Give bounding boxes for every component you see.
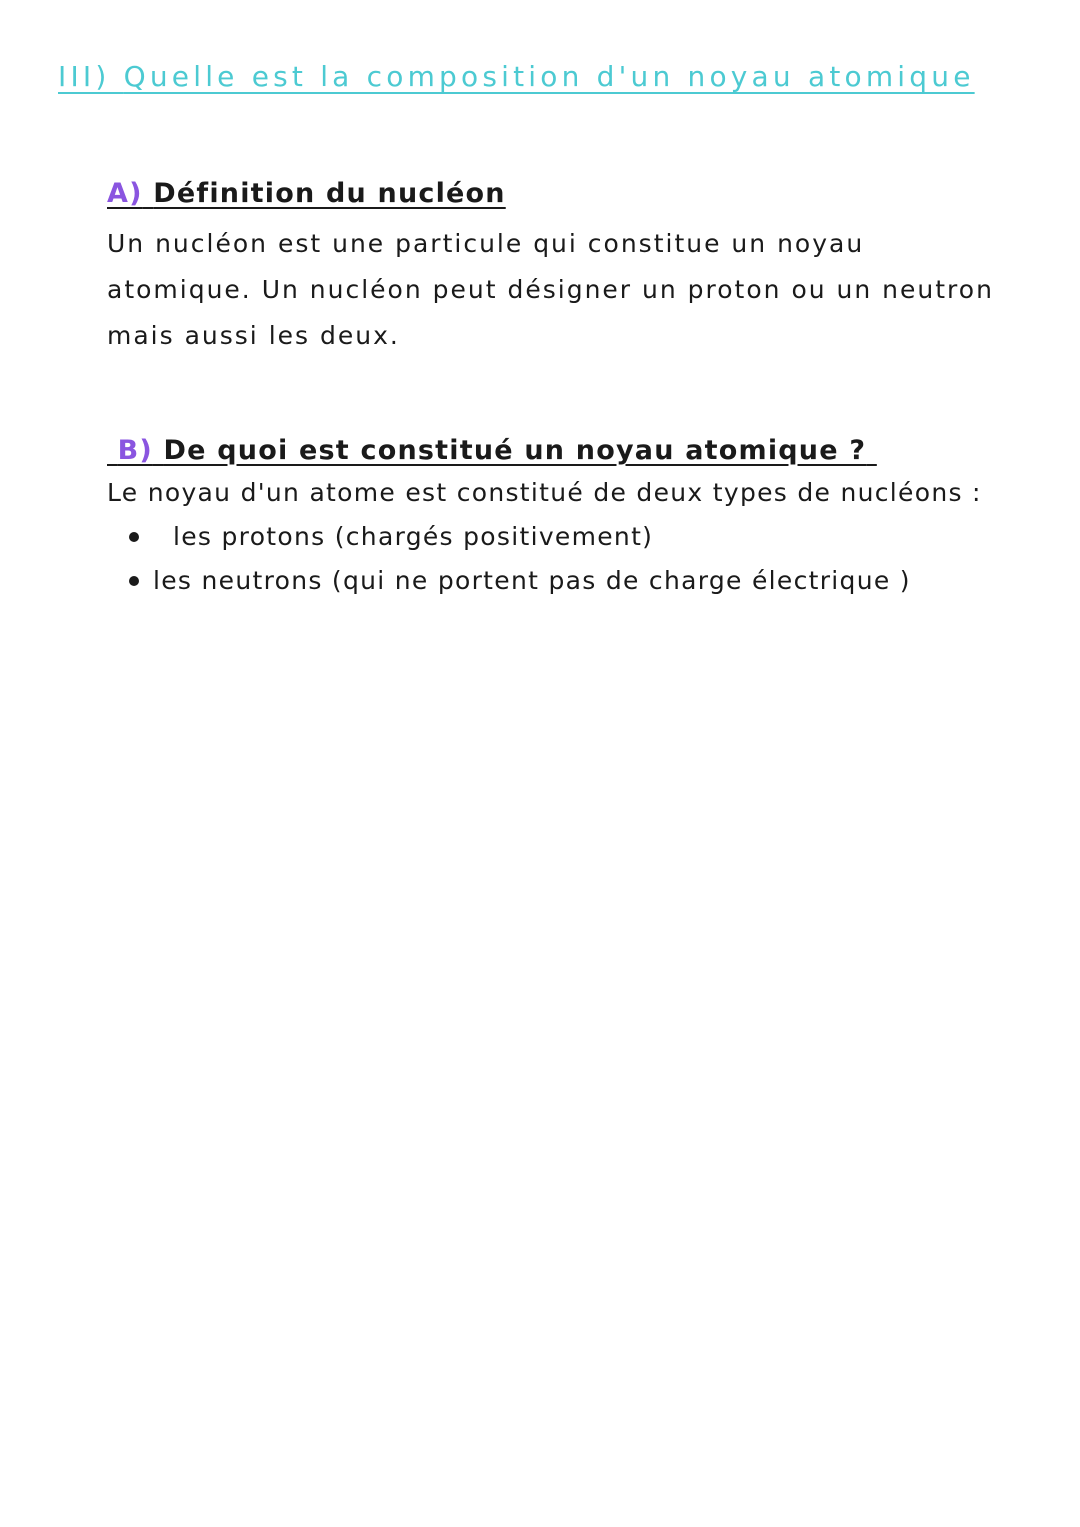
section-a-heading <box>107 174 1007 214</box>
nucleon-type-list <box>107 515 1007 603</box>
section-b-marker: B) <box>117 435 153 466</box>
section-b-paragraph: Le noyau d'un atome est constitué de deux types de nucléons : <box>107 478 982 507</box>
list-item-neutrons <box>107 559 1007 603</box>
bullet-dot-icon <box>129 576 139 586</box>
section-b-heading <box>107 431 1007 471</box>
section-definition-nucleon <box>107 174 1007 359</box>
bullet-dot-icon <box>129 532 139 542</box>
section-b-heading-text: De quoi est constitué un noyau atomique ? <box>163 435 867 466</box>
title-numeral: III) <box>58 60 111 93</box>
title-text: Quelle est la composition d'un noyau atomique <box>123 60 975 93</box>
list-item-neutrons-text: les neutrons (qui ne portent pas de charge électrique ) <box>153 566 911 595</box>
section-a-heading-text: Définition du nucléon <box>153 178 506 209</box>
section-a-marker: A) <box>107 178 143 209</box>
section-composition-noyau <box>107 431 1007 603</box>
page-title <box>58 56 975 98</box>
list-item-protons-text: les protons (chargés positivement) <box>173 522 654 551</box>
section-a-paragraph: Un nucléon est une particule qui constitue un noyau atomique. Un nucléon peut désigner un proton ou un neutron mais aussi les deux. <box>107 229 994 350</box>
list-item-protons <box>107 515 1007 559</box>
